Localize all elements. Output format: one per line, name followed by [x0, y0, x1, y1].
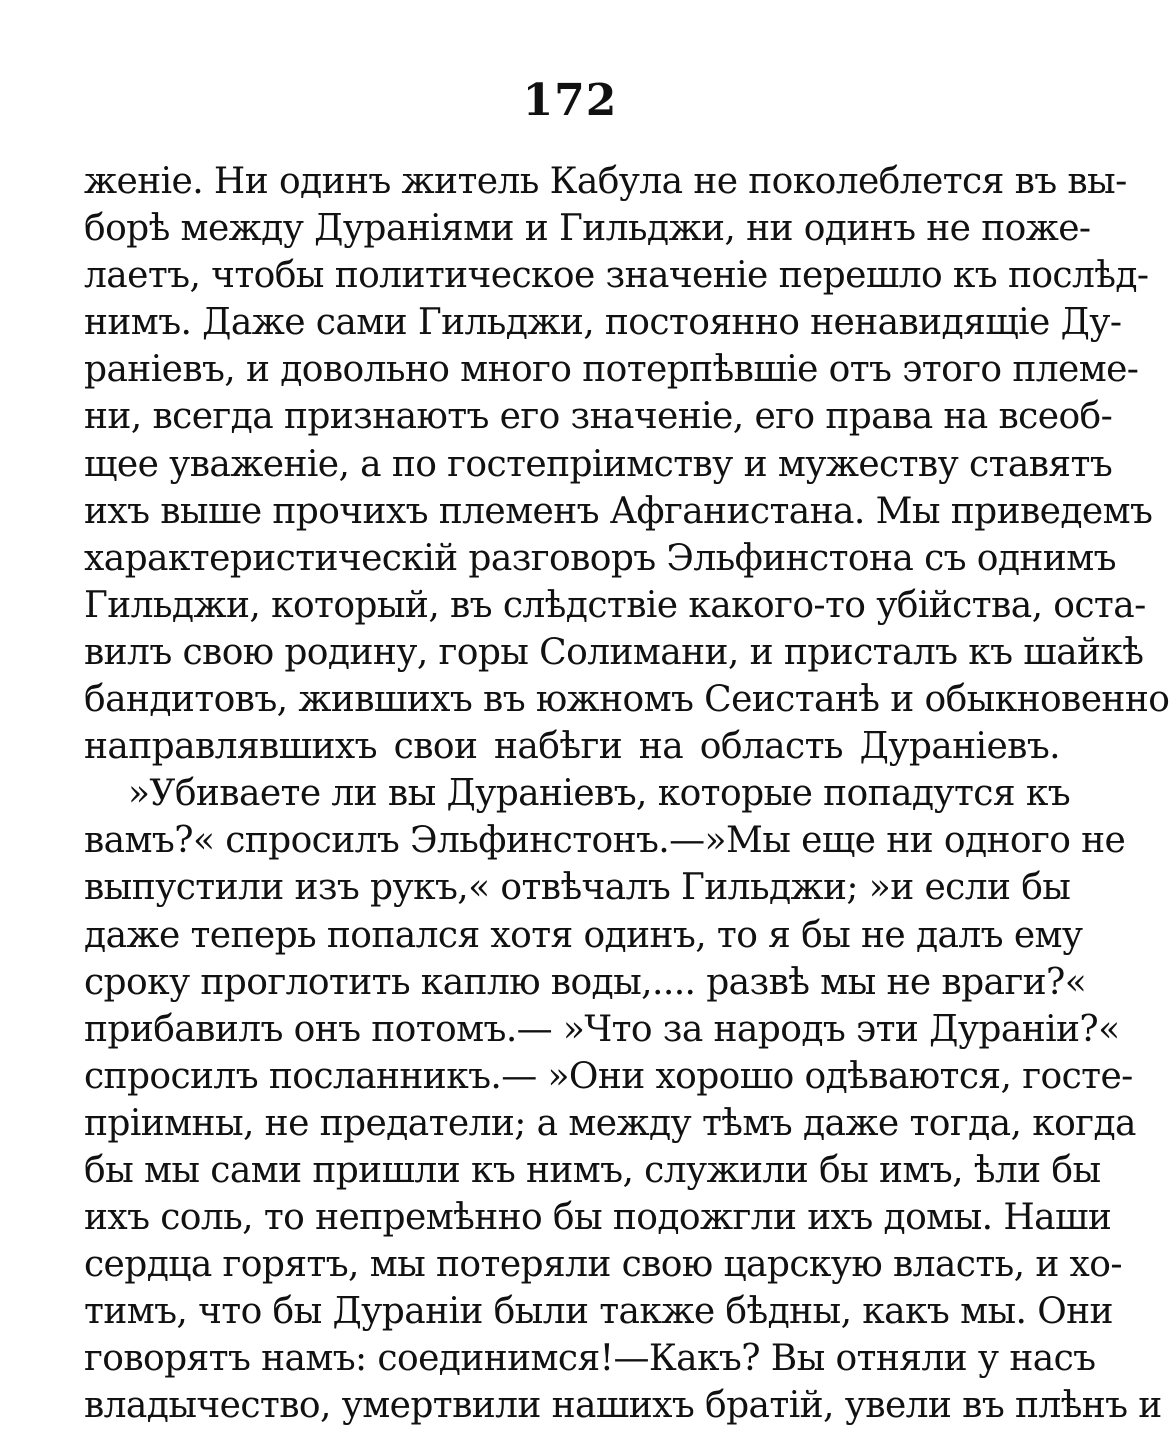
text-line: борѣ между Дураніями и Гильджи, ни одинъ не поже- [84, 208, 1091, 250]
text-line: ихъ выше прочихъ племенъ Афганистана. Мы приведемъ [84, 490, 1153, 532]
text-line: пріимны, не предатели; а между тѣмъ даже тогда, когда [84, 1102, 1136, 1144]
text-line: тимъ, что бы Дураніи были также бѣдны, какъ мы. Они [84, 1291, 1113, 1333]
text-line: спросилъ посланникъ.— »Они хорошо одѣваются, госте- [84, 1055, 1133, 1097]
text-line: Гильджи, который, въ слѣдствіе какого-то убійства, оста- [84, 584, 1146, 626]
text-line: прибавилъ онъ потомъ.— »Что за народъ эти Дураніи?« [84, 1008, 1120, 1050]
text-line: »Убиваете ли вы Дураніевъ, которые попадутся къ [128, 773, 1071, 815]
text-line: сроку проглотить каплю воды,.... развѣ мы не враги?« [84, 961, 1087, 1003]
text-line: направлявшихъ свои набѣги на область Дураніевъ. [84, 726, 1060, 768]
text-line: говорятъ намъ: соединимся!—Какъ? Вы отняли у насъ [84, 1338, 1096, 1380]
text-line: даже теперь попался хотя одинъ, то я бы не далъ ему [84, 914, 1083, 956]
text-line: вилъ свою родину, горы Солимани, и присталъ къ шайкѣ [84, 631, 1144, 673]
text-line: вамъ?« спросилъ Эльфинстонъ.—»Мы еще ни одного не [84, 820, 1126, 862]
text-line: нимъ. Даже сами Гильджи, постоянно ненавидящіе Ду- [84, 302, 1122, 344]
text-line: женіе. Ни одинъ житель Кабула не поколеблется въ вы- [84, 161, 1127, 202]
body-text [84, 158, 1169, 1430]
text-line: щее уваженіе, а по гостепріимству и мужеству ставятъ [84, 443, 1113, 485]
text-line: ихъ соль, то непремѣнно бы подожгли ихъ домы. Наши [84, 1197, 1112, 1239]
text-line: ни, всегда признаютъ его значеніе, его права на всеоб- [84, 396, 1113, 438]
text-line: выпустили изъ рукъ,« отвѣчалъ Гильджи; »и если бы [84, 867, 1071, 909]
text-line: характеристическій разговоръ Эльфинстона съ однимъ [84, 537, 1116, 579]
text-line: сердца горятъ, мы потеряли свою царскую власть, и хо- [84, 1244, 1122, 1286]
text-line: лаетъ, чтобы политическое значеніе перешло къ послѣд- [84, 255, 1149, 297]
text-line: бы мы сами пришли къ нимъ, служили бы имъ, ѣли бы [84, 1149, 1101, 1191]
text-line: бандитовъ, жившихъ въ южномъ Сеистанѣ и обыкновенно [84, 679, 1169, 721]
text-line: раніевъ, и довольно много потерпѣвшіе отъ этого племе- [84, 349, 1139, 391]
text-line: владычество, умертвили нашихъ братій, увели въ плѣнъ и [84, 1385, 1162, 1427]
page-number: 172 [522, 75, 618, 126]
